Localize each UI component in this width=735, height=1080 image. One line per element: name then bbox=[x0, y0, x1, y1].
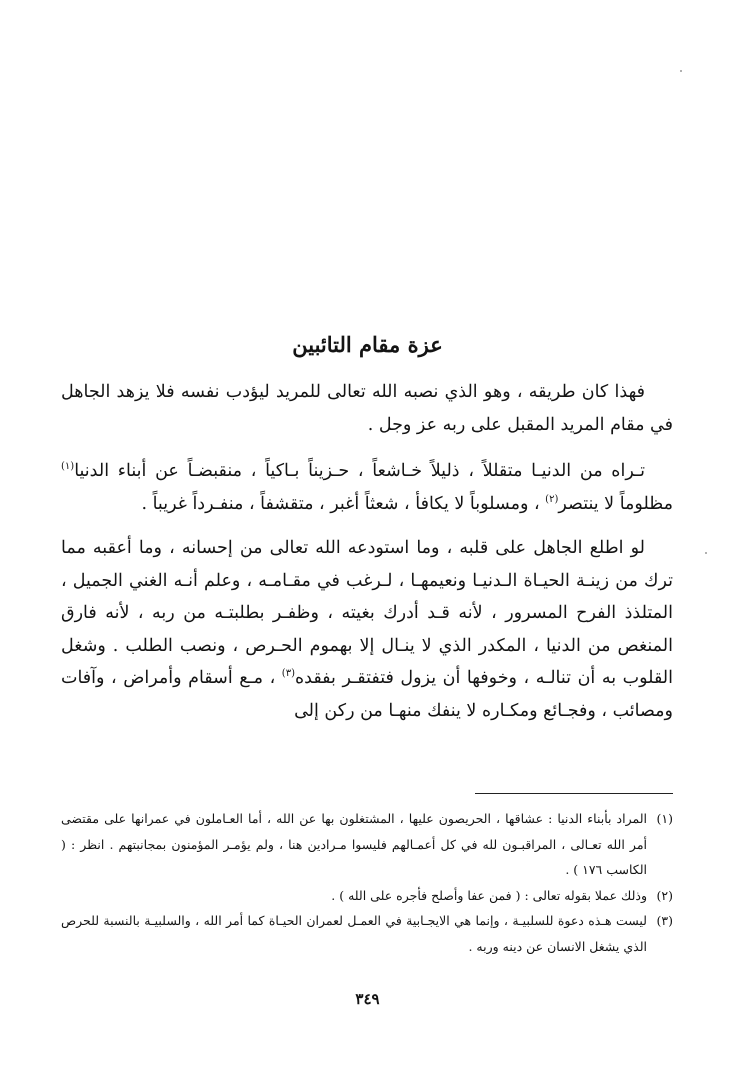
footnote-ref-2: (٢) bbox=[545, 493, 559, 505]
paragraph-3-part-1: لو اطلع الجاهل على قلبه ، وما استودعه الله تعالى من إحسانه ، وما أعقبه مما ترك من زينـة الحيـاة الـدنيـا ونعيمهـا ، لـرغب في مقـامـه ، وعلم أنـه الغني الجميل ، المتلذذ الفرح المسرور ، لأنه قـد أدرك بغيته ، وظفـر بطلبتـه من ربه ، لأنه فارق المنغص من الدنيا ، المكدر الذي لا ينـال إلا بهموم الحـرص ، ونصب الطلب . وشغل القلوب به أن تنالـه ، وخوفها أن يزول فتفتقـر بفقده bbox=[61, 538, 673, 688]
paragraph-1: فهذا كان طريقه ، وهو الذي نصبه الله تعالى للمريد ليؤدب نفسه فلا يزهد الجاهل في مقام المريد المقبل على ربه عز وجل . bbox=[61, 382, 673, 435]
footnote-ref-3: (٣) bbox=[281, 668, 295, 680]
footnote-number: (٣) bbox=[656, 913, 673, 928]
footnote-2 bbox=[61, 883, 673, 909]
footnote-separator bbox=[475, 793, 673, 794]
page-number: ٣٤٩ bbox=[355, 990, 380, 1008]
scan-speck bbox=[705, 552, 707, 554]
paragraph-2-part-3: ، ومسلوباً لا يكافأ ، شعثاً أغبر ، متقشفاً ، منفـرداً غريباً . bbox=[141, 493, 546, 514]
footnotes bbox=[61, 806, 673, 959]
paragraph-2-part-1: تـراه من الدنيـا متقللاً ، ذليلاً خـاشعاً ، حـزيناً بـاكياً ، منقبضـاً عن أبناء الدنيا bbox=[74, 461, 645, 481]
paragraph-2-part-2: مظلوماً لا ينتصر bbox=[558, 493, 673, 514]
footnote-text: المراد بأبناء الدنيا : عشاقها ، الحريصون عليها ، المشتغلون بها عن الله ، أما العـاملون في عمرانها على مقتضى أمر الله تعـالى ، المراقبـون لله في كل أعمـالهم فليسوا مـرادين هنا ، ولم يؤمـر المؤمنون بمجانبتهم . انظر : ( الكاسب ١٧٦ ) . bbox=[61, 811, 647, 877]
paragraph-2 bbox=[61, 455, 673, 520]
paragraph-3 bbox=[61, 532, 673, 727]
paragraph-3-part-2: ، مـع أسقام وأمراض ، وآفات ومصائب ، وفجـائع ومكـاره لا ينفك منهـا من ركن إلى bbox=[61, 668, 673, 721]
section-title: عزة مقام التائبين bbox=[292, 332, 443, 357]
footnote-number: (٢) bbox=[656, 887, 673, 903]
footnote-3 bbox=[61, 908, 673, 959]
footnote-number: (١) bbox=[656, 811, 673, 826]
scan-speck bbox=[680, 70, 682, 72]
main-text bbox=[61, 376, 673, 741]
footnote-text: وذلك عملا بقوله تعالى : ( فمن عفا وأصلح فأجره على الله ) . bbox=[331, 887, 647, 903]
footnote-1 bbox=[61, 806, 673, 883]
footnote-ref-1: (١) bbox=[61, 461, 75, 473]
footnote-text: ليست هـذه دعوة للسلبيـة ، وإنما هي الايجـابية في العمـل لعمران الحيـاة كما أمر الله ، والسلبيـة بالنسبة للحرص الذي يشغل الانسان عن دينه وربه . bbox=[61, 913, 647, 954]
